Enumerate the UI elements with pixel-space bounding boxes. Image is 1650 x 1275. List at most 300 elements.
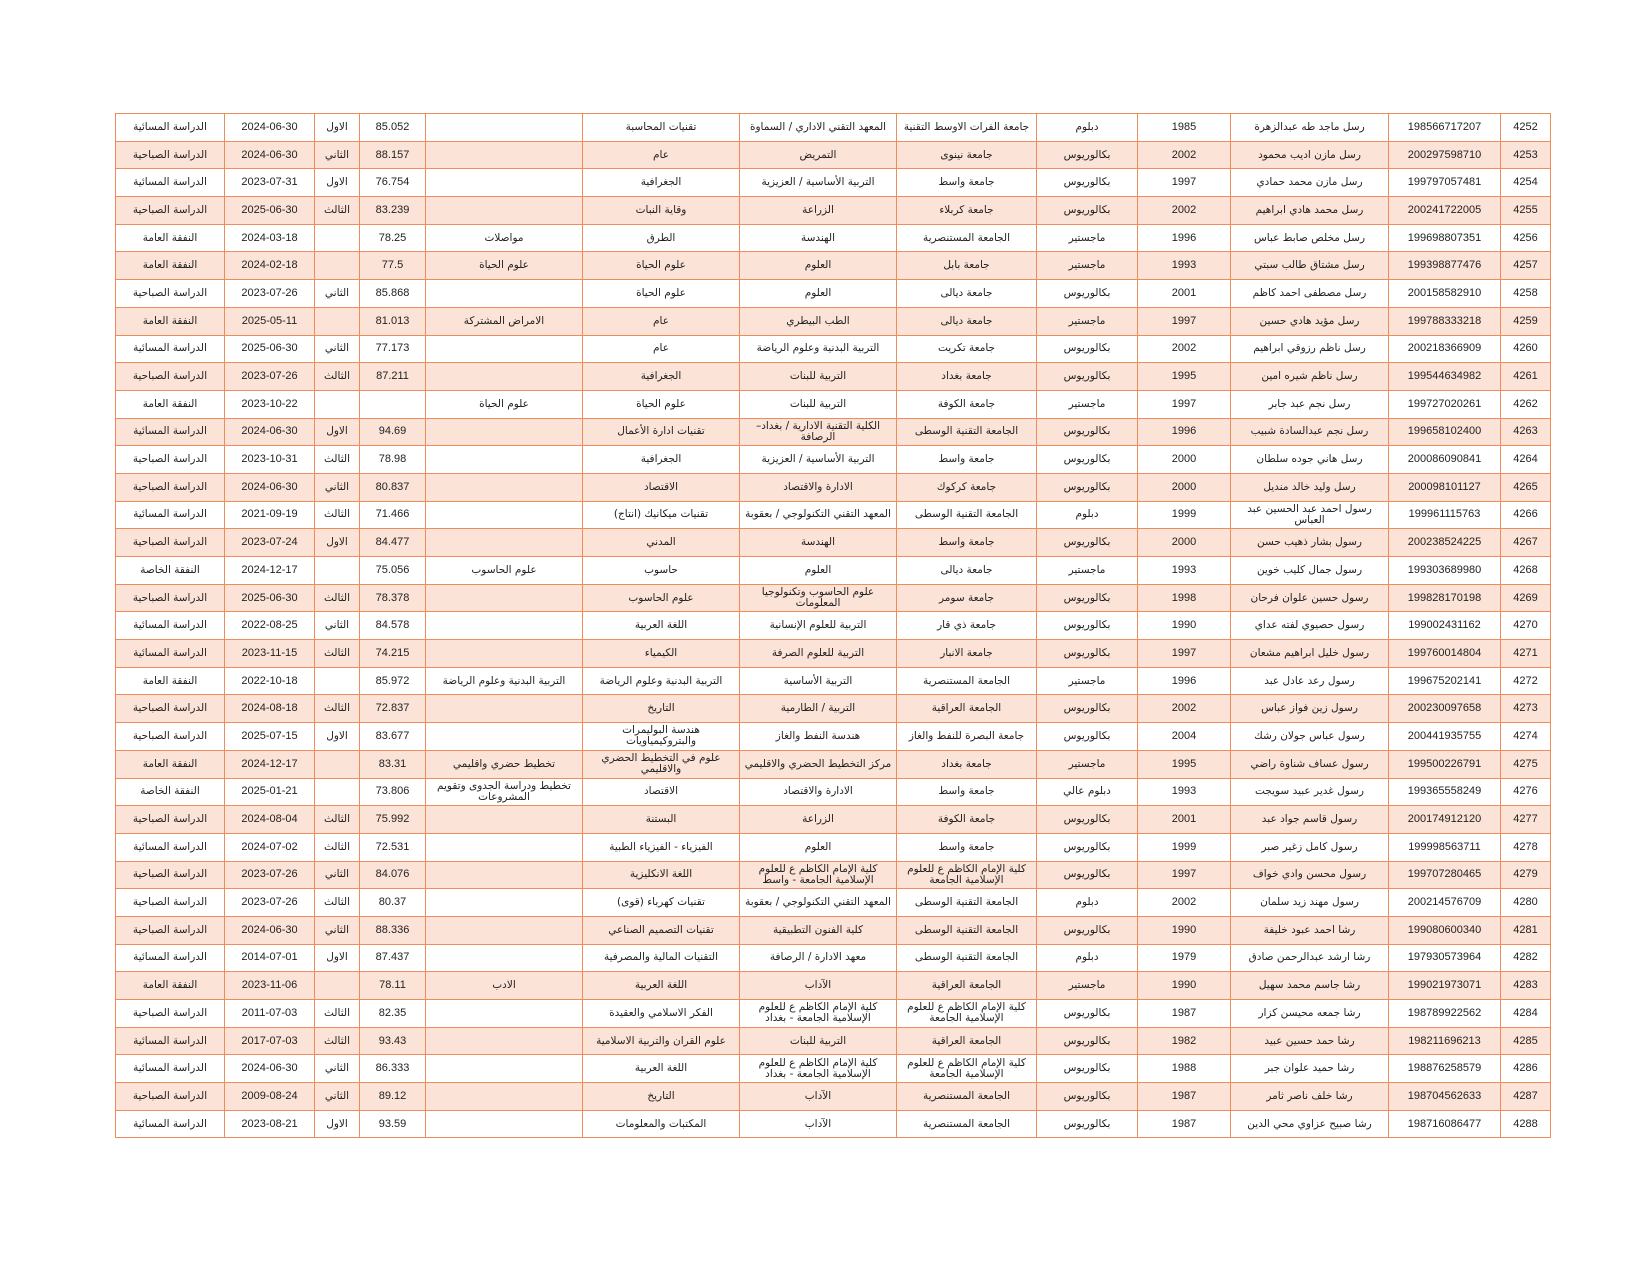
table-row [116,695,1551,723]
college-cell: التربية البدنية وعلوم الرياضة [740,335,897,363]
specialization-cell: مواصلات [426,224,583,252]
graduation-date-cell: 2017-07-03 [225,1027,315,1055]
birth-year-cell: 1996 [1138,224,1231,252]
university-cell: جامعة الكوفة [897,390,1037,418]
rank-cell [315,972,360,1000]
table-row [116,612,1551,640]
university-cell: جامعة الفرات الاوسط التقنية [897,114,1037,142]
seq-cell: 4254 [1501,169,1551,197]
graduation-date-cell: 2024-06-30 [225,114,315,142]
seq-cell: 4276 [1501,778,1551,806]
specialization-cell: التربية البدنية وعلوم الرياضة [426,667,583,695]
name-cell: رشا صبيح عزاوي محي الدين [1231,1110,1389,1138]
seq-cell: 4278 [1501,833,1551,861]
rank-cell: الثالث [315,806,360,834]
name-cell: رسل وليد خالد منديل [1231,473,1389,501]
average-cell: 85.868 [360,280,426,308]
seq-cell: 4274 [1501,723,1551,751]
study-type-cell: النفقة الخاصة [116,557,225,585]
university-cell: جامعة كركوك [897,473,1037,501]
university-cell: الجامعة التقنية الوسطى [897,418,1037,446]
average-cell: 87.211 [360,363,426,391]
table-row [116,806,1551,834]
average-cell: 88.157 [360,141,426,169]
graduation-date-cell: 2024-06-30 [225,916,315,944]
name-cell: رشا ارشد عبدالرحمن صادق [1231,944,1389,972]
birth-year-cell: 1987 [1138,1110,1231,1138]
degree-cell: ماجستير [1037,224,1138,252]
university-cell: الجامعة العراقية [897,695,1037,723]
average-cell: 83.31 [360,750,426,778]
study-type-cell: الدراسة الصباحية [116,1083,225,1111]
university-cell: الجامعة التقنية الوسطى [897,501,1037,529]
degree-cell: دبلوم [1037,889,1138,917]
name-cell: رسل نجم عبد جابر [1231,390,1389,418]
seq-cell: 4267 [1501,529,1551,557]
id-cell: 198211696213 [1389,1027,1501,1055]
id-cell: 199727020261 [1389,390,1501,418]
degree-cell: ماجستير [1037,307,1138,335]
birth-year-cell: 1997 [1138,307,1231,335]
id-cell: 199658102400 [1389,418,1501,446]
name-cell: رسل مخلص صابط عباس [1231,224,1389,252]
department-cell: عام [583,335,740,363]
name-cell: رسول بشار ذهيب حسن [1231,529,1389,557]
birth-year-cell: 1996 [1138,667,1231,695]
table-row [116,1055,1551,1083]
rank-cell: الاول [315,1110,360,1138]
college-cell: التربية للعلوم الإنسانية [740,612,897,640]
rank-cell: الثالث [315,833,360,861]
rank-cell: الثاني [315,861,360,889]
graduation-date-cell: 2023-10-31 [225,446,315,474]
university-cell: الجامعة التقنية الوسطى [897,889,1037,917]
id-cell: 199303689980 [1389,557,1501,585]
specialization-cell [426,473,583,501]
degree-cell: ماجستير [1037,390,1138,418]
id-cell: 200214576709 [1389,889,1501,917]
name-cell: رسل ناظم شيره امين [1231,363,1389,391]
college-cell: الآداب [740,972,897,1000]
seq-cell: 4286 [1501,1055,1551,1083]
rank-cell: الثالث [315,640,360,668]
degree-cell: بكالوريوس [1037,1027,1138,1055]
department-cell: تقنيات كهرباء (قوى) [583,889,740,917]
name-cell: رشا جمعه محيسن كزار [1231,1000,1389,1028]
college-cell: هندسة النفط والغاز [740,723,897,751]
graduation-date-cell: 2023-07-24 [225,529,315,557]
department-cell: علوم في التخطيط الحضري والاقليمي [583,750,740,778]
graduation-date-cell: 2024-12-17 [225,750,315,778]
birth-year-cell: 1988 [1138,1055,1231,1083]
birth-year-cell: 1987 [1138,1083,1231,1111]
college-cell: العلوم [740,557,897,585]
average-cell: 76.754 [360,169,426,197]
study-type-cell: الدراسة الصباحية [116,197,225,225]
degree-cell: ماجستير [1037,750,1138,778]
graduation-date-cell: 2023-11-15 [225,640,315,668]
rank-cell: الاول [315,944,360,972]
university-cell: جامعة واسط [897,529,1037,557]
average-cell: 80.37 [360,889,426,917]
university-cell: جامعة ذي قار [897,612,1037,640]
name-cell: رسل ماجد طه عبدالزهرة [1231,114,1389,142]
study-type-cell: النفقة العامة [116,750,225,778]
rank-cell: الثالث [315,584,360,612]
rank-cell: الاول [315,723,360,751]
rank-cell: الاول [315,169,360,197]
department-cell: علوم الحياة [583,280,740,308]
average-cell: 73.806 [360,778,426,806]
table-row [116,1000,1551,1028]
name-cell: رسول حسين علوان فرحان [1231,584,1389,612]
college-cell: العلوم [740,252,897,280]
degree-cell: بكالوريوس [1037,169,1138,197]
name-cell: رسول مهند زيد سلمان [1231,889,1389,917]
specialization-cell: الادب [426,972,583,1000]
university-cell: جامعة واسط [897,446,1037,474]
table-row [116,778,1551,806]
id-cell: 199398877476 [1389,252,1501,280]
specialization-cell [426,197,583,225]
id-cell: 199707280465 [1389,861,1501,889]
table-row [116,1083,1551,1111]
seq-cell: 4269 [1501,584,1551,612]
table-row [116,363,1551,391]
specialization-cell [426,806,583,834]
name-cell: رسل مؤيد هادي حسين [1231,307,1389,335]
degree-cell: بكالوريوس [1037,861,1138,889]
study-type-cell: الدراسة المسائية [116,1110,225,1138]
university-cell: الجامعة العراقية [897,1027,1037,1055]
college-cell: التربية للبنات [740,390,897,418]
rank-cell [315,252,360,280]
specialization-cell [426,335,583,363]
average-cell: 78.11 [360,972,426,1000]
graduation-date-cell: 2022-08-25 [225,612,315,640]
birth-year-cell: 1997 [1138,861,1231,889]
graduation-date-cell: 2021-09-19 [225,501,315,529]
specialization-cell: الامراض المشتركة [426,307,583,335]
degree-cell: بكالوريوس [1037,833,1138,861]
specialization-cell [426,861,583,889]
specialization-cell [426,1110,583,1138]
seq-cell: 4270 [1501,612,1551,640]
rank-cell: الاول [315,529,360,557]
table-row [116,307,1551,335]
college-cell: المعهد التقني الاداري / السماوة [740,114,897,142]
degree-cell: بكالوريوس [1037,640,1138,668]
table-row [116,889,1551,917]
rank-cell: الثاني [315,1083,360,1111]
degree-cell: بكالوريوس [1037,197,1138,225]
college-cell: التربية الأساسية / العزيزية [740,446,897,474]
birth-year-cell: 2002 [1138,197,1231,225]
seq-cell: 4268 [1501,557,1551,585]
college-cell: الهندسة [740,224,897,252]
id-cell: 198716086477 [1389,1110,1501,1138]
graduation-date-cell: 2025-07-15 [225,723,315,751]
university-cell: الجامعة العراقية [897,972,1037,1000]
rank-cell: الثالث [315,197,360,225]
graduation-date-cell: 2024-06-30 [225,141,315,169]
id-cell: 199828170198 [1389,584,1501,612]
average-cell: 85.972 [360,667,426,695]
rank-cell: الاول [315,114,360,142]
university-cell: كلية الإمام الكاظم ع للعلوم الإسلامية الجامعة [897,1055,1037,1083]
average-cell: 74.215 [360,640,426,668]
study-type-cell: الدراسة الصباحية [116,584,225,612]
birth-year-cell: 1996 [1138,418,1231,446]
name-cell: رشا خلف ناصر ثامر [1231,1083,1389,1111]
department-cell: المكتبات والمعلومات [583,1110,740,1138]
average-cell: 81.013 [360,307,426,335]
table-row [116,114,1551,142]
birth-year-cell: 2000 [1138,446,1231,474]
graduation-date-cell: 2025-05-11 [225,307,315,335]
name-cell: رشا احمد عبود خليفة [1231,916,1389,944]
birth-year-cell: 1993 [1138,252,1231,280]
table-row [116,972,1551,1000]
name-cell: رسول رعد عادل عبد [1231,667,1389,695]
rank-cell: الثاني [315,612,360,640]
table-row [116,197,1551,225]
specialization-cell [426,169,583,197]
university-cell: كلية الإمام الكاظم ع للعلوم الإسلامية الجامعة [897,861,1037,889]
table-row [116,1027,1551,1055]
seq-cell: 4275 [1501,750,1551,778]
college-cell: كلية الفنون التطبيقية [740,916,897,944]
university-cell: جامعة واسط [897,778,1037,806]
table-row [116,446,1551,474]
id-cell: 200158582910 [1389,280,1501,308]
table-row [116,169,1551,197]
college-cell: مركز التخطيط الحضري والاقليمي [740,750,897,778]
degree-cell: بكالوريوس [1037,446,1138,474]
graduation-date-cell: 2011-07-03 [225,1000,315,1028]
table-row [116,473,1551,501]
table-row [116,418,1551,446]
study-type-cell: الدراسة الصباحية [116,473,225,501]
study-type-cell: الدراسة الصباحية [116,363,225,391]
specialization-cell [426,418,583,446]
university-cell: الجامعة المستنصرية [897,224,1037,252]
college-cell: التربية الأساسية [740,667,897,695]
department-cell: الجغرافية [583,363,740,391]
rank-cell: الاول [315,418,360,446]
id-cell: 200230097658 [1389,695,1501,723]
department-cell: الطرق [583,224,740,252]
department-cell: اللغة العربية [583,972,740,1000]
department-cell: الاقتصاد [583,473,740,501]
rank-cell: الثاني [315,141,360,169]
specialization-cell [426,723,583,751]
average-cell: 83.677 [360,723,426,751]
study-type-cell: الدراسة الصباحية [116,446,225,474]
table-row [116,557,1551,585]
birth-year-cell: 1999 [1138,833,1231,861]
university-cell: الجامعة التقنية الوسطى [897,916,1037,944]
name-cell: رسول عباس جولان رشك [1231,723,1389,751]
name-cell: رسول زين فواز عباس [1231,695,1389,723]
college-cell: الهندسة [740,529,897,557]
specialization-cell [426,529,583,557]
seq-cell: 4288 [1501,1110,1551,1138]
birth-year-cell: 1997 [1138,169,1231,197]
graduation-date-cell: 2024-06-30 [225,1055,315,1083]
table-row [116,750,1551,778]
seq-cell: 4287 [1501,1083,1551,1111]
table-row [116,916,1551,944]
department-cell: الجغرافية [583,446,740,474]
specialization-cell [426,916,583,944]
college-cell: الزراعة [740,806,897,834]
department-cell: التاريخ [583,695,740,723]
id-cell: 199760014804 [1389,640,1501,668]
average-cell: 75.992 [360,806,426,834]
birth-year-cell: 1997 [1138,640,1231,668]
degree-cell: بكالوريوس [1037,916,1138,944]
rank-cell: الثالث [315,1027,360,1055]
college-cell: التربية للبنات [740,1027,897,1055]
college-cell: كلية الإمام الكاظم ع للعلوم الإسلامية الجامعة - واسط [740,861,897,889]
table-row [116,335,1551,363]
average-cell: 84.076 [360,861,426,889]
id-cell: 199698807351 [1389,224,1501,252]
degree-cell: بكالوريوس [1037,1110,1138,1138]
name-cell: رسول جمال كليب خوين [1231,557,1389,585]
college-cell: التربية للعلوم الصرفة [740,640,897,668]
college-cell: التربية الأساسية / العزيزية [740,169,897,197]
degree-cell: ماجستير [1037,557,1138,585]
graduation-date-cell: 2023-07-26 [225,889,315,917]
rank-cell [315,390,360,418]
specialization-cell [426,612,583,640]
birth-year-cell: 2002 [1138,889,1231,917]
seq-cell: 4253 [1501,141,1551,169]
seq-cell: 4281 [1501,916,1551,944]
average-cell: 93.43 [360,1027,426,1055]
average-cell: 94.69 [360,418,426,446]
study-type-cell: الدراسة المسائية [116,335,225,363]
rank-cell: الثالث [315,1000,360,1028]
table-row [116,1110,1551,1138]
graduation-date-cell: 2025-01-21 [225,778,315,806]
graduation-date-cell: 2024-02-18 [225,252,315,280]
study-type-cell: الدراسة الصباحية [116,806,225,834]
university-cell: الجامعة المستنصرية [897,1110,1037,1138]
degree-cell: ماجستير [1037,252,1138,280]
department-cell: وقاية النبات [583,197,740,225]
college-cell: الآداب [740,1110,897,1138]
university-cell: جامعة البصرة للنفط والغاز [897,723,1037,751]
name-cell: رسل مصطفى احمد كاظم [1231,280,1389,308]
graduation-date-cell: 2023-10-22 [225,390,315,418]
table-row [116,224,1551,252]
study-type-cell: الدراسة الصباحية [116,529,225,557]
university-cell: جامعة سومر [897,584,1037,612]
rank-cell [315,557,360,585]
graduation-date-cell: 2024-08-04 [225,806,315,834]
name-cell: رشا جاسم محمد سهيل [1231,972,1389,1000]
birth-year-cell: 2001 [1138,280,1231,308]
graduation-date-cell: 2023-07-26 [225,363,315,391]
seq-cell: 4271 [1501,640,1551,668]
average-cell: 87.437 [360,944,426,972]
college-cell: كلية الإمام الكاظم ع للعلوم الإسلامية الجامعة - بغداد [740,1000,897,1028]
specialization-cell [426,1083,583,1111]
average-cell: 72.837 [360,695,426,723]
average-cell: 77.5 [360,252,426,280]
college-cell: التربية للبنات [740,363,897,391]
seq-cell: 4285 [1501,1027,1551,1055]
university-cell: الجامعة المستنصرية [897,667,1037,695]
table-row [116,584,1551,612]
birth-year-cell: 1995 [1138,363,1231,391]
birth-year-cell: 2002 [1138,695,1231,723]
average-cell: 77.173 [360,335,426,363]
specialization-cell [426,695,583,723]
degree-cell: دبلوم [1037,944,1138,972]
id-cell: 200441935755 [1389,723,1501,751]
name-cell: رسل مازن اديب محمود [1231,141,1389,169]
study-type-cell: النفقة العامة [116,307,225,335]
university-cell: جامعة ديالى [897,280,1037,308]
degree-cell: بكالوريوس [1037,1055,1138,1083]
university-cell: جامعة نينوى [897,141,1037,169]
university-cell: الجامعة التقنية الوسطى [897,944,1037,972]
specialization-cell [426,1000,583,1028]
id-cell: 199797057481 [1389,169,1501,197]
specialization-cell [426,640,583,668]
study-type-cell: النفقة العامة [116,224,225,252]
study-type-cell: الدراسة المسائية [116,418,225,446]
department-cell: الجغرافية [583,169,740,197]
average-cell: 83.239 [360,197,426,225]
seq-cell: 4258 [1501,280,1551,308]
college-cell: معهد الادارة / الرصافة [740,944,897,972]
study-type-cell: النفقة العامة [116,667,225,695]
graduation-date-cell: 2023-08-21 [225,1110,315,1138]
specialization-cell [426,141,583,169]
table-row [116,861,1551,889]
degree-cell: بكالوريوس [1037,473,1138,501]
id-cell: 197930573964 [1389,944,1501,972]
department-cell: تقنيات المحاسبة [583,114,740,142]
rank-cell: الثاني [315,473,360,501]
rank-cell [315,667,360,695]
birth-year-cell: 1997 [1138,390,1231,418]
specialization-cell [426,1027,583,1055]
birth-year-cell: 1990 [1138,916,1231,944]
id-cell: 199002431162 [1389,612,1501,640]
specialization-cell [426,280,583,308]
average-cell: 75.056 [360,557,426,585]
department-cell: علوم القران والتربية الاسلامية [583,1027,740,1055]
name-cell: رسول محسن وادي خواف [1231,861,1389,889]
department-cell: حاسوب [583,557,740,585]
college-cell: المعهد التقني التكنولوجي / بعقوبة [740,889,897,917]
graduation-date-cell: 2024-06-30 [225,473,315,501]
average-cell: 78.378 [360,584,426,612]
department-cell: الفيزياء - الفيزياء الطبية [583,833,740,861]
graduation-date-cell: 2024-06-30 [225,418,315,446]
name-cell: رشا حميد علوان جبر [1231,1055,1389,1083]
average-cell: 78.25 [360,224,426,252]
average-cell: 85.052 [360,114,426,142]
rank-cell: الثاني [315,1055,360,1083]
average-cell: 71.466 [360,501,426,529]
